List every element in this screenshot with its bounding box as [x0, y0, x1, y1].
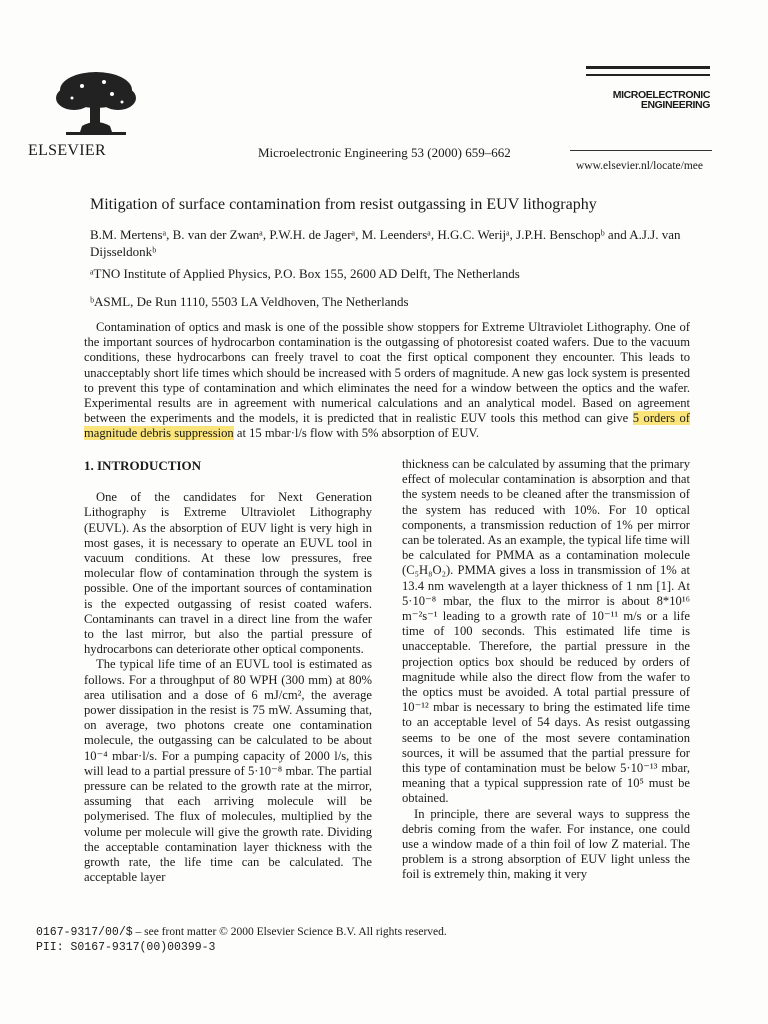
copyright-text: – see front matter © 2000 Elsevier Science B.V. All rights reserved. [132, 926, 447, 938]
author-list: B.M. Mertensᵃ, B. van der Zwanᵃ, P.W.H. de Jagerᵃ, M. Leendersᵃ, H.G.C. Werijᵃ, J.P.H. Benschopᵇ and A.J.J. van Dijsseldonkᵇ [90, 227, 681, 259]
abstract-highlight: 5 orders of magnitude debris suppression [84, 411, 690, 441]
paragraph: In principle, there are several ways to suppress the debris coming from the wafer. For instance, one could use a window made of a thin foil of low Z material. The problem is a strong absorption of EUV light unless the foil is extremely thin, making it very [402, 806, 690, 882]
journal-name-line1: MICROELECTRONIC [612, 89, 710, 101]
pii-line: PII: S0167-9317(00)00399-3 [36, 941, 216, 954]
header-divider [570, 150, 712, 151]
affiliation-a: ᵃTNO Institute of Applied Physics, P.O. Box 155, 2600 AD Delft, The Netherlands [90, 266, 520, 281]
paper-title: Mitigation of surface contamination from resist outgassing in EUV lithography [90, 196, 597, 213]
journal-name-line2: ENGINEERING [640, 99, 710, 111]
journal-logo [586, 66, 710, 110]
publisher-name: ELSEVIER [28, 142, 106, 159]
paragraph: The typical life time of an EUVL tool is estimated as follows. For a throughput of 80 WPH (300 mm) at 80% area utilisation and a dose of 6 mJ/cm², the average power dissipation in the resist is 75 mW. Assuming that, on average, two photons create one contamination molecule, the outgassing can be calculated to be about 10⁻⁴ mbar·l/s. For a pumping capacity of 2000 l/s, this will lead to a partial pressure of 5·10⁻⁸ mbar. The partial pressure can be related to the growth rate at the mirror, assuming that each arriving molecule will be polymerised. The flux of molecules, multiplied by the volume per molecule will give the growth rate. Dividing the acceptable contamination layer thickness with the growth rate, the life time can be calculated. The acceptable layer [84, 657, 372, 885]
left-column [84, 458, 372, 885]
journal-name [586, 90, 710, 110]
section-heading: 1. INTRODUCTION [84, 458, 202, 473]
abstract-text-end: at 15 mbar·l/s flow with 5% absorption of EUV. [233, 426, 480, 441]
journal-rule-top [586, 66, 710, 69]
issn-code: 0167-9317/00/$ [36, 926, 133, 939]
copyright-line [36, 925, 447, 940]
affiliation-b: ᵇASML, De Run 1110, 5503 LA Veldhoven, The Netherlands [90, 294, 409, 309]
journal-rule-bottom [586, 74, 710, 76]
right-column [402, 457, 690, 883]
footer [36, 925, 447, 955]
elsevier-tree-logo [52, 68, 140, 140]
paragraph: thickness can be calculated by assuming that the primary effect of molecular contamination is absorption and that the system needs to be cleaned after the transmission of the system has reduced with 10%. For 10 optical components, a transmission reduction of 1% per mirror can be tolerated. As an example, the typical life time will be calculated for PMMA as a contamination molecule (C₅H₈O₂). PMMA gives a loss in transmission of 1% at 13.4 nm wavelength at a layer thickness of 1 nm [1]. At 5·10⁻⁸ mbar, the flux to the mirror is about 8*10¹⁶ m⁻²s⁻¹ leading to a growth rate of 10⁻¹¹ m/s or a life time of 100 seconds. This estimated life time is unacceptable. Therefore, the partial pressure in the projection optics box should be reduced by orders of magnitude while also the direct flow from the wafer to the optics must be avoided. A total partial pressure of 10⁻¹² mbar is necessary to bring the estimated life time to an acceptable level of 54 days. As resist outgassing seems to be one of the most severe contamination sources, it will be assumed that the partial pressure for this type of contamination must be below 5·10⁻¹³ mbar, meaning that a typical suppression rate of 10⁵ must be obtained. [402, 457, 690, 806]
journal-reference: Microelectronic Engineering 53 (2000) 659–662 [258, 145, 511, 160]
abstract [84, 320, 690, 442]
paragraph: One of the candidates for Next Generation Lithography is Extreme Ultraviolet Lithography (EUVL). As the absorption of EUV light is very high in most gases, it is necessary to operate an EUVL tool in vacuum conditions. At these low pressures, free molecular flow of contamination through the system is possible. One of the important sources of contamination is the expected outgassing of resist coated wafers. Contaminants can travel in a direct line from the wafer to the last mirror, but also the partial pressure of hydrocarbons can deteriorate other optical components. [84, 490, 372, 657]
journal-url: www.elsevier.nl/locate/mee [576, 160, 703, 172]
abstract-text: Contamination of optics and mask is one of the possible show stoppers for Extreme Ultraviolet Lithography. One of the important sources of hydrocarbon contamination is the outgassing of photoresist coated wafers. Due to the vacuum conditions, these hydrocarbons can freely travel to coat the first optical component they encounter. This leads to unacceptably short life times which should be increased with 5 orders of magnitude. A new gas lock system is presented to prevent this type of contamination and which eliminates the need for a window between the optics and the wafer. Experimental results are in agreement with numerical calculations and an analytical model. Based on agreement between the experiments and the models, it is predicted that in realistic EUV tools this method can give [84, 320, 690, 426]
